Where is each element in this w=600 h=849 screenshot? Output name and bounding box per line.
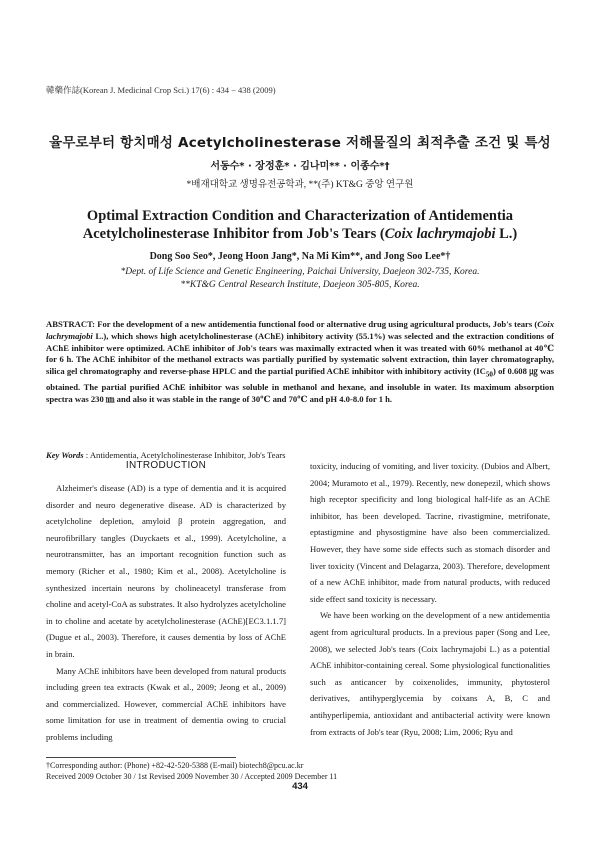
english-title-line2-post: L.) — [495, 226, 518, 242]
affiliation-line1: *Dept. of Life Science and Genetic Engineering, Paichai University, Daejeon 302-735, Korea. — [120, 267, 480, 277]
korean-title: 율무로부터 항치매성 Acetylcholinesterase 저해물질의 최적추출 조건 및 특성 — [49, 135, 551, 151]
right-paragraph-2: We have been working on the development of a new antidementia agent from agricultural products. In a previous paper (Song and Lee, 2008), we selected Job's tears (Coix lachrymajobi L.) as a potential AChE inhibitor-containing cereal. Some physiological functionalities such as anticancer by coixenolides, immunity, phytosterol derivatives, antihyperglycemia by coixans A, B, C and antihyperlipemia, antioxidant and antibacterial activity were known from extracts of Job's tear (Ryu, 2008; Lim, 2006; Ryu and — [310, 610, 550, 737]
english-affiliation — [0, 266, 600, 292]
left-paragraph-1: Alzheimer's disease (AD) is a type of dementia and it is acquired disorder and neuro degenerative disease. AD is characterized by acetylcholine depletion, amyloid β protein aggregation, and neurofibrillary tangles (Duyckaets et al., 1999). Acetylcholine, a neurotransmitter, has an important recognition function such as memory (Richer et al., 1980; Kim et al., 2008). Acetylcholine is synthesized incertain neurons by cholineacetyl transferase from choline and acetyl-CoA as substrates. It also hydrolyzes acetylcholine in to choline and acetate by acetylcholinesterase (AChE)[EC3.1.1.7] (Dugue et al., 2003). Therefore, it causes dementia by loss of AChE in brain. — [46, 483, 286, 659]
abstract-part3: ) of 0.608 ㎍ was obtained. The partial purified AChE inhibitor was soluble in methanol and hexane, and insoluble in water. Its maximum absorption spectra was 230 ㎚ and also it was stable in the range of 30℃ and 70℃ and pH 4.0-8.0 for 1 h. — [46, 366, 554, 404]
english-title-line1: Optimal Extraction Condition and Characterization of Antidementia — [86, 208, 514, 224]
abstract-part1: ABSTRACT: For the development of a new antidementia functional food or alternative drug using agricultural products, Job's tears ( — [46, 319, 538, 329]
introduction-heading: INTRODUCTION — [125, 460, 207, 471]
left-column — [46, 458, 286, 746]
journal-citation: 韓藥作誌(Korean J. Medicinal Crop Sci.) 17(6) : 434 − 438 (2009) — [46, 85, 276, 95]
english-title-line2-pre: Acetylcholinesterase Inhibitor from Job's Tears ( — [82, 226, 385, 242]
abstract — [46, 319, 554, 405]
right-column — [310, 458, 550, 740]
received-dates: Received 2009 October 30 / 1st Revised 2009 November 30 / Accepted 2009 December 11 — [46, 771, 338, 781]
footnote-divider — [46, 757, 236, 758]
keywords-label: Key Words — [46, 450, 84, 460]
footnote — [46, 761, 554, 782]
right-paragraph-1: toxicity, inducing of vomiting, and liver toxicity. (Dubios and Albert, 2004; Muramoto et al., 1979). Recently, new donepezil, which shows high receptor specificity and long biological half-life as an AChE inhibitor, has been developed. Tacrine, rivastigmine, metrifonate, eptastigmine and physostigmine have also been commercialized. However, they have some side effects such as stomach disorder and liver toxicity (Vincent and Delagarza, 2003). Therefore, development of a new AChE inhibitor, made from natural products, with reduced side effect sand toxicity is necessary. — [310, 461, 550, 604]
english-authors: Dong Soo Seo*, Jeong Hoon Jang*, Na Mi Kim**, and Jong Soo Lee*† — [149, 251, 451, 262]
english-title-species: Coix lachrymajobi — [384, 226, 496, 242]
korean-authors: 서동수* · 장정훈* · 김나미** · 이종수*† — [210, 161, 390, 172]
keywords-text: : Antidementia, Acetylcholinesterase Inhibitor, Job's Tears — [83, 450, 286, 460]
english-title — [40, 207, 560, 243]
abstract-part2: L.), which shows high acetylcholinesterase (AChE) inhibitory activity (55.1%) was selected and the extraction conditions of AChE inhibitor were optimized. AChE inhibitor of Job's tears was maximally extracted when it was treated with 60% methanol at 40℃ for 6 h. The AChE inhibitor of the methanol extracts was partially purified by systematic solvent extraction, thin layer chromatography, silica gel chromatography and reverse-phase HPLC and the partial purified AChE inhibitor with inhibitory activity (IC — [46, 330, 554, 377]
affiliation-line2: **KT&G Central Research Institute, Daejeon 305-805, Korea. — [180, 280, 420, 290]
korean-affiliation: *배재대학교 생명유전공학과, **(주) KT&G 중앙 연구원 — [186, 180, 414, 190]
left-paragraph-2: Many AChE inhibitors have been developed from natural products including green tea extracts (Kwak et al., 2009; Jeong et al., 2009) and commercialized. However, commercial AChE inhibitors have some limitation for use in treatment of dementia owing to crucial problems including — [46, 665, 286, 742]
abstract-species: Coix lachrymajobi — [46, 319, 554, 341]
page-number: 434 — [292, 781, 308, 792]
abstract-subscript: 50 — [485, 370, 493, 379]
corresponding-author: †Corresponding author: (Phone) +82-42-520-5388 (E-mail) biotech8@pcu.ac.kr — [46, 761, 304, 770]
